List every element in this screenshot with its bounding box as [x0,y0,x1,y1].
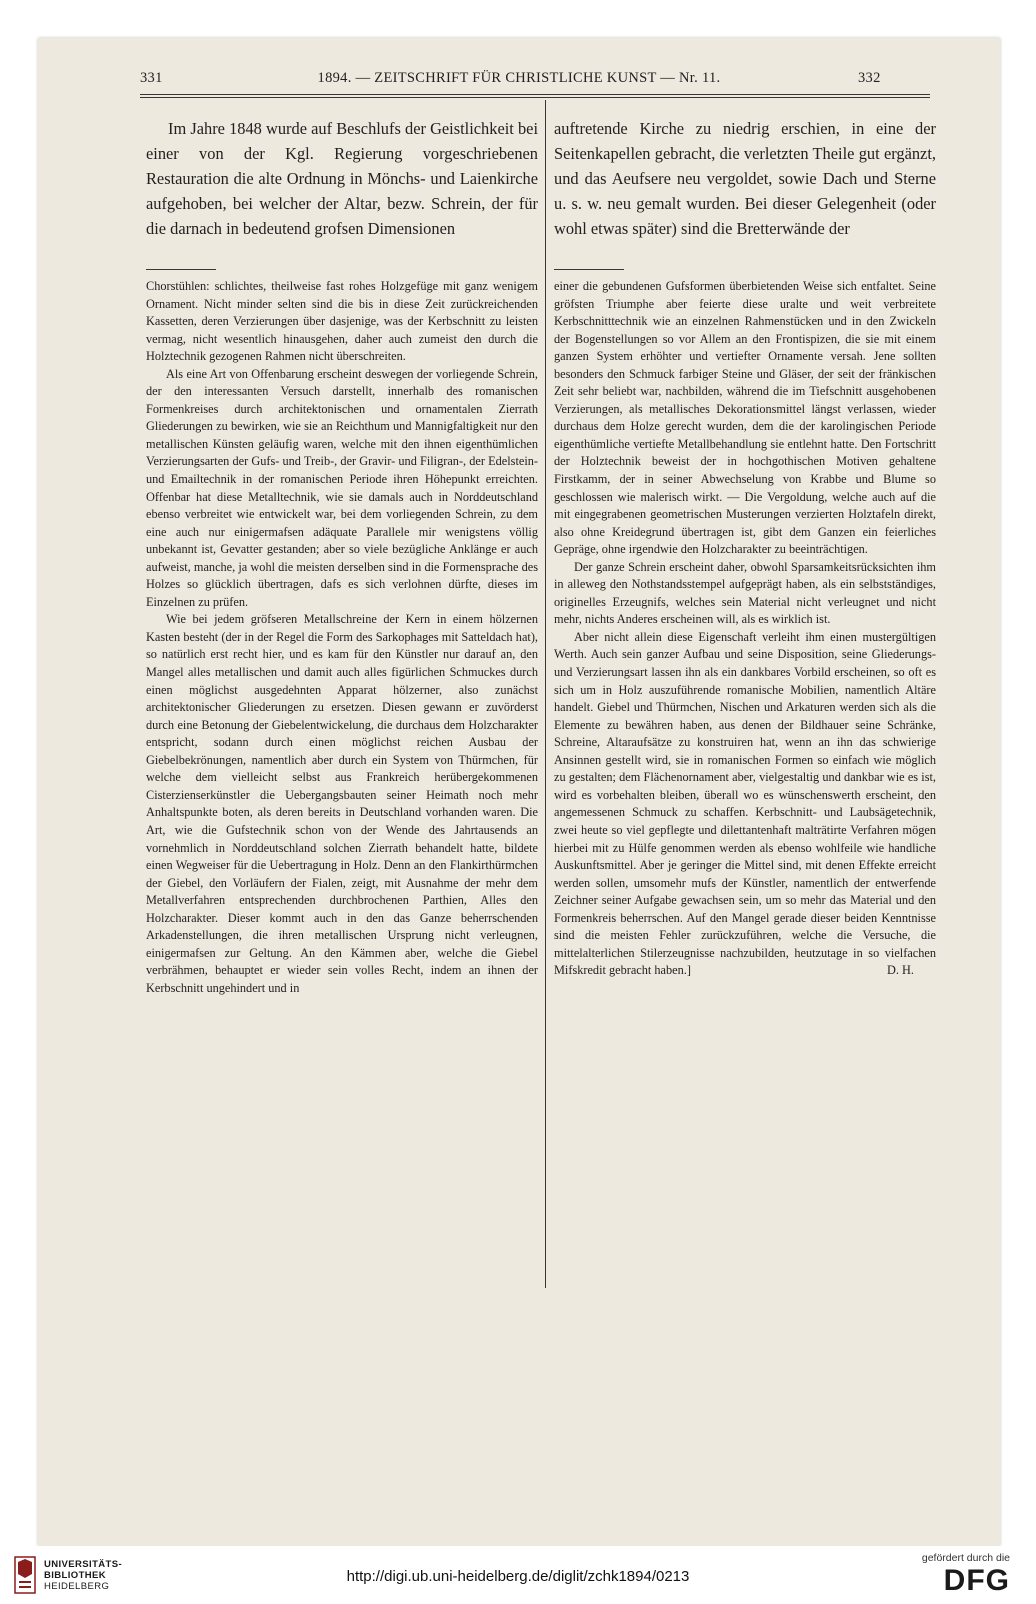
library-name-line2: BIBLIOTHEK [44,1570,107,1581]
column-divider [545,100,546,1288]
paragraph: Wie bei jedem gröfseren Metallschreine der Kern in einem hölzernen Kasten besteht (der in der Regel die Form des Sarkophages mit Satteldach hat), so natürlich erst recht hier, und es kam für den Künstler nur darauf an, den Mangel alles metallischen und damit auch alles figürlichen Schmuckes durch einen möglichst ausgedehnten Apparat hölzerner, also zunächst architektonischer Gliederungen zu ersetzen. Diesen gewann er zuvörderst durch eine Betonung der Giebelentwickelung, die durchaus dem Holzcharakter entspricht, sodann durch einen möglichst reichen Ausbau der Giebelbekrönungen, namentlich aber durch ein System von Thürmchen, für welche dem vielleicht selbst aus Frankreich herübergekommenen Cisterzienserkünstler die Uebergangsbauten seiner Heimath noch mehr Anhaltspunkte boten, als deren bereits in Deutschland vorhanden waren. Die Art, wie die Gufstechnik schon von der Wende des Jahrtausends an vornehmlich in Norddeutschland solchen Zierrath behandelt hatte, bildete einen Wegweiser für die Uebertragung in Holz. Denn an den Flankirthürmchen der Giebel, den Vorläufern der Fialen, zeigt, mit Ausnahme der mehr dem Metallverfahren entsprechenden durchbrochenen Parthien, Alles den Holzcharakter. Dieser kommt auch in den das Ganze beherrschenden Arkadenstellungen, die ihren metallischen Ursprung nicht verleugnen, einigermafsen zur Geltung. An den Kämmen aber, welche die Giebel verbrähmen, behauptet er wieder sein volles Recht, indem an ihnen der Kerbschnitt ungehindert und in [146,612,538,995]
funder-block [890,1552,1010,1596]
header-rule-top [140,94,930,95]
paragraph: Chorstühlen: schlichtes, theilweise fast rohes Holzgefüge mit ganz wenigem Ornament. Nicht minder selten sind die bis in diese Zeit zurückreichenden Kassetten, deren Verzierungen über dasjenige, was der Kerbschnitt zu leisten vermag, nicht wesentlich hinausgehen, daher auch zumeist den durch die Holztechnik gezogenen Rahmen nicht überschreiten. [146,279,538,364]
funding-label: gefördert durch die [921,1552,1010,1564]
page-number-left: 331 [140,70,163,86]
paragraph [554,629,936,980]
paragraph-text: Aber nicht allein diese Eigenschaft verleiht ihm einen mustergültigen Werth. Auch sein ganzer Aufbau und seine Disposition, seine Gliederungs- und Verzierungsart lassen ihn als ein dankbares Vorbild erscheinen, so oft es sich um in Holz auszuführende romanische Mobilien, namentlich Altäre handelt. Giebel und Thürmchen, Nischen und Arkaturen werden sich als die Elemente zu bewähren haben, aus denen der Bildhauer seine Schränke, Schreine, Altaraufsätze zu konstruiren hat, wenn an ihn das schwierige Ansinnen gestellt wird, sie in romanischen Formen so einfach wie möglich zu gestalten; dem Flächenornament aber, vielgestaltig und dankbar wie es ist, wird es vorbehalten bleiben, überall wo es wünschenswerth erscheint, den angemessenen Schmuck zu schaffen. Kerbschnitt- und Laubsägetechnik, zwei heute so viel gepflegte und dilettantenhaft malträtirte Verfahren mögen hierbei mit zu Hülfe genommen werden als ebenso wohlfeile wie handliche Auskunftsmittel. Aber je geringer die Mittel sind, mit denen Effekte erreicht werden sollen, umsomehr mufs der Künstler, namentlich der entwerfende Zeichner seiner Aufgabe gewachsen sein, um so mehr das Material und den Formenkreis beherrschen. Auf den Mangel gerade dieser beiden Kenntnisse sind die meisten Fehler zurückzuführen, welche die Versuche, die mittelalterlichen Stilerzeugnisse nachzubilden, heutzutage in so vielfachen Mifskredit gebracht haben.] [554,629,936,978]
paragraph: einer die gebundenen Gufsformen überbietenden Weise sich entfaltet. Seine gröfsten Triumphe aber feierte diese uralte und weit verbreitete Kerbschnitttechnik wie an einzelnen Rahmenstücken und in den Zwickeln der Bogenstellungen so vor Allem an den Frontispizen, die sie mit einem ganzen System erhöhter und vertiefter Ornamente versah. Jene sollten besonders den Schmuck farbiger Steine und Gläser, der seit der fränkischen Zeit sehr beliebt war, nachbilden, während die im Tiefschnitt ausgehobenen Verzierungen, als metallisches Dekorationsmittel längst verlassen, wieder durchaus dem Holze gerecht wurden, dem die der karolingischen Periode eigenthümliche vertiefte Metallbehandlung sie entlehnt hatte. Den Fortschritt der Holztechnik beweist der in hochgothischen Motiven gehaltene Firstkamm, der in seiner Abwechselung von Krabbe und Blume so geschlossen wie malerisch wirkt. — Die Vergoldung, welche auch auf die mit eingegrabenen geometrischen Musterungen verzierten Holztafeln direkt, also ohne Kreidegrund übertragen ist, gibt dem Ganzen ein feierliches Gepräge, ohne irgendwie den Holzcharakter zu beeinträchtigen. [554,279,936,557]
viewer-footer [0,1546,1036,1604]
paragraph: auftretende Kirche zu niedrig erschien, in eine der Seitenkapellen gebracht, die verletzten Theile gut ergänzt, und das Aeufsere neu vergoldet, sowie Dach und Sterne u. s. w. neu gemalt wurden. Bei dieser Gelegenheit (oder wohl etwas später) sind die Bretterwände der [554,119,936,238]
body-text-right [554,116,936,241]
notes-column-left [146,278,538,997]
author-signature: D. H. [887,963,914,978]
paragraph: Als eine Art von Offenbarung erscheint deswegen der vorliegende Schrein, der den interessanten Versuch darstellt, innerhalb des romanischen Formenkreises durch architektonischen und ornamentalen Zierrath Gliederungen zu bewirken, wie sie an Reichthum und Mannigfaltigkeit nur den metallischen Künsten geläufig waren, welche mit den ihnen eigenthümlichen Verzierungsarten der Gufs- und Treib-, der Gravir- und Filigran-, der Edelstein- und Emailtechnik in der romanischen Periode ihren Höhepunkt erreichten. Offenbar hat diese Metalltechnik, wie sie damals auch in Norddeutschland ebenso verbreitet wie entwickelt war, bei dem vorliegenden Schrein, zu dem eine auch nur einigermafsen adäquate Parallele mir wenigstens völlig unbekannt ist, Gevatter gestanden; aber so viele bezügliche Anklänge er auch aufweist, manche, ja wohl die meisten derselben sind in die Formensprache des Holzes so glücklich übertragen, dafs es sich verlohnen dürfte, dieses im Einzelnen zu prüfen. [146,366,538,609]
footnote-rule-right [554,269,624,270]
scanned-page [38,38,1000,1546]
page-number-right: 332 [858,70,881,86]
header-rule-bottom [140,97,930,98]
dfg-logo[interactable]: DFG [943,1564,1010,1597]
library-name-line1: UNIVERSITÄTS- [44,1559,123,1570]
paragraph: Der ganze Schrein erscheint daher, obwohl Sparsamkeitsrücksichten ihm in alleweg den Nothstandsstempel aufgeprägt haben, als ein selbstständiges, originelles Erzeugnifs, welches sein Material nicht verleugnet und nicht mehr, nichts Anderes erscheinen will, als es wirklich ist. [554,559,936,627]
footnote-rule-left [146,269,216,270]
body-text-left [146,116,538,241]
notes-column-right [554,278,936,980]
library-name-line3: HEIDELBERG [44,1581,110,1592]
running-header-title: 1894. — ZEITSCHRIFT FÜR CHRISTLICHE KUNST — Nr. 11. [317,70,721,86]
permalink-url[interactable]: http://digi.ub.uni-heidelberg.de/diglit/zchk1894/0213 [346,1568,690,1585]
paragraph: Im Jahre 1848 wurde auf Beschlufs der Geistlichkeit bei einer von der Kgl. Regierung vorgeschriebenen Restauration die alte Ordnung in Mönchs- und Laienkirche aufgehoben, bei welcher der Altar, bezw. Schrein, der für die darnach in bedeutend grofsen Dimensionen [146,119,538,238]
